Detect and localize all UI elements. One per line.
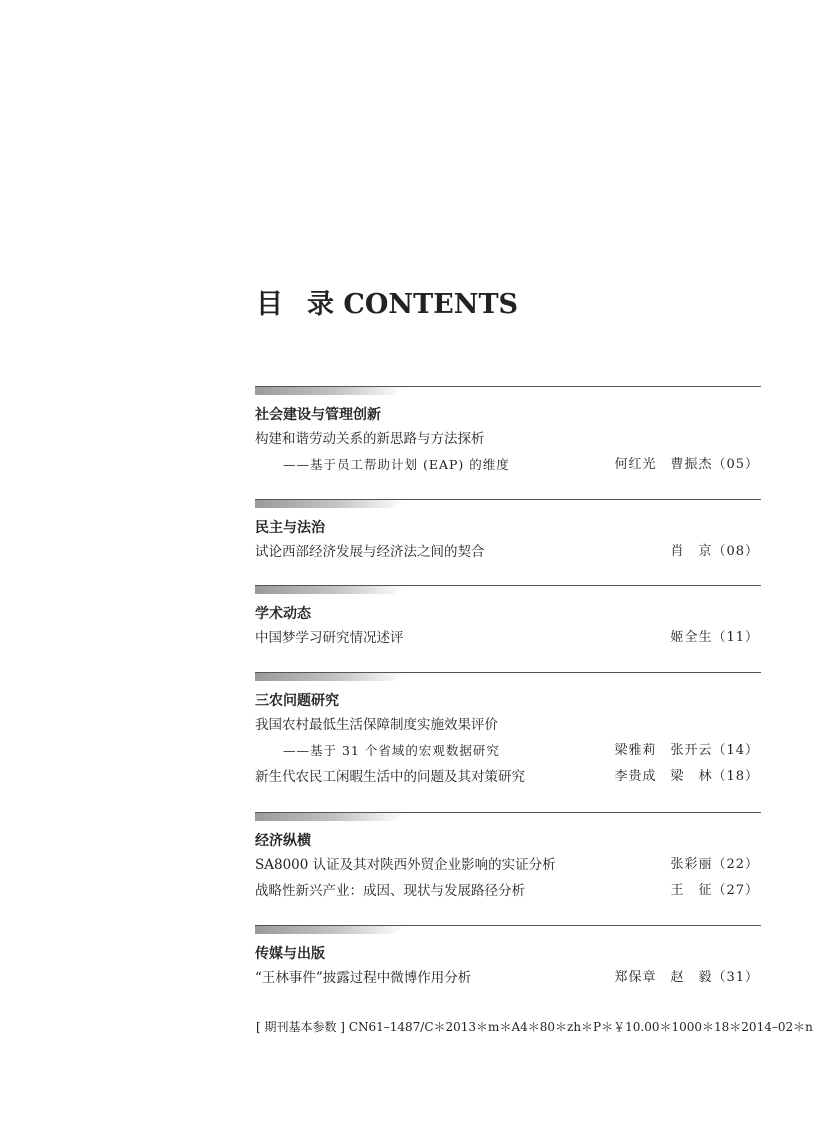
journal-parameters: [ 期刊基本参数 ] CN61–1487/C＊2013＊m＊A4＊80＊zh＊P＊￥10.00＊1000＊18＊2014–02＊n — [256, 1020, 813, 1034]
section-divider — [255, 925, 761, 937]
section-rural-issues — [255, 672, 761, 790]
section-heading: 经济纵横 — [255, 833, 311, 849]
article-entry[interactable] — [255, 738, 761, 764]
title-cn-1: 目 — [256, 289, 283, 320]
article-entry[interactable] — [255, 764, 761, 790]
article-subtitle: ——基于员工帮助计划 (EAP) 的维度 — [283, 457, 510, 472]
article-entry[interactable] — [255, 878, 761, 904]
section-heading: 民主与法治 — [255, 520, 325, 536]
article-authors: 姬全生（11） — [670, 630, 759, 645]
section-academic-trends — [255, 585, 761, 651]
title-cn-2: 录 — [307, 289, 334, 320]
article-authors: 郑保章 赵 毅（31） — [614, 970, 759, 985]
article-title: 构建和谐劳动关系的新思路与方法探析 — [255, 431, 485, 447]
article-entry[interactable] — [255, 965, 761, 991]
title-en: CONTENTS — [343, 289, 519, 320]
section-heading: 三农问题研究 — [255, 693, 339, 709]
article-title: “王林事件”披露过程中微博作用分析 — [255, 970, 472, 986]
section-divider — [255, 499, 761, 511]
article-entry[interactable] — [255, 426, 761, 452]
page-title — [256, 282, 518, 321]
article-authors: 王 征（27） — [670, 883, 759, 898]
section-divider — [255, 386, 761, 398]
article-title: 战略性新兴产业：成因、现状与发展路径分析 — [255, 883, 525, 899]
article-authors: 肖 京（08） — [670, 544, 759, 559]
article-subtitle: ——基于 31 个省域的宏观数据研究 — [283, 743, 500, 758]
section-divider — [255, 812, 761, 824]
section-media-publishing — [255, 925, 761, 991]
article-authors: 张彩丽（22） — [670, 857, 759, 872]
article-entry[interactable] — [255, 712, 761, 738]
article-title: 中国梦学习研究情况述评 — [255, 630, 404, 646]
article-title: 我国农村最低生活保障制度实施效果评价 — [255, 717, 498, 733]
article-entry[interactable] — [255, 852, 761, 878]
article-entry[interactable] — [255, 452, 761, 478]
article-entry[interactable] — [255, 625, 761, 651]
article-title: 新生代农民工闲暇生活中的问题及其对策研究 — [255, 769, 525, 785]
section-social-construction — [255, 386, 761, 478]
section-heading: 传媒与出版 — [255, 946, 325, 962]
article-title: SA8000 认证及其对陕西外贸企业影响的实证分析 — [255, 857, 556, 873]
article-title: 试论西部经济发展与经济法之间的契合 — [255, 544, 485, 560]
section-heading: 社会建设与管理创新 — [255, 407, 381, 423]
article-authors: 何红光 曹振杰（05） — [614, 457, 759, 472]
section-economics — [255, 812, 761, 904]
article-authors: 梁雅莉 张开云（14） — [614, 743, 759, 758]
article-authors: 李贵成 梁 林（18） — [614, 769, 759, 784]
article-entry[interactable] — [255, 539, 761, 565]
section-heading: 学术动态 — [255, 606, 311, 622]
section-divider — [255, 672, 761, 684]
section-divider — [255, 585, 761, 597]
section-democracy-law — [255, 499, 761, 565]
